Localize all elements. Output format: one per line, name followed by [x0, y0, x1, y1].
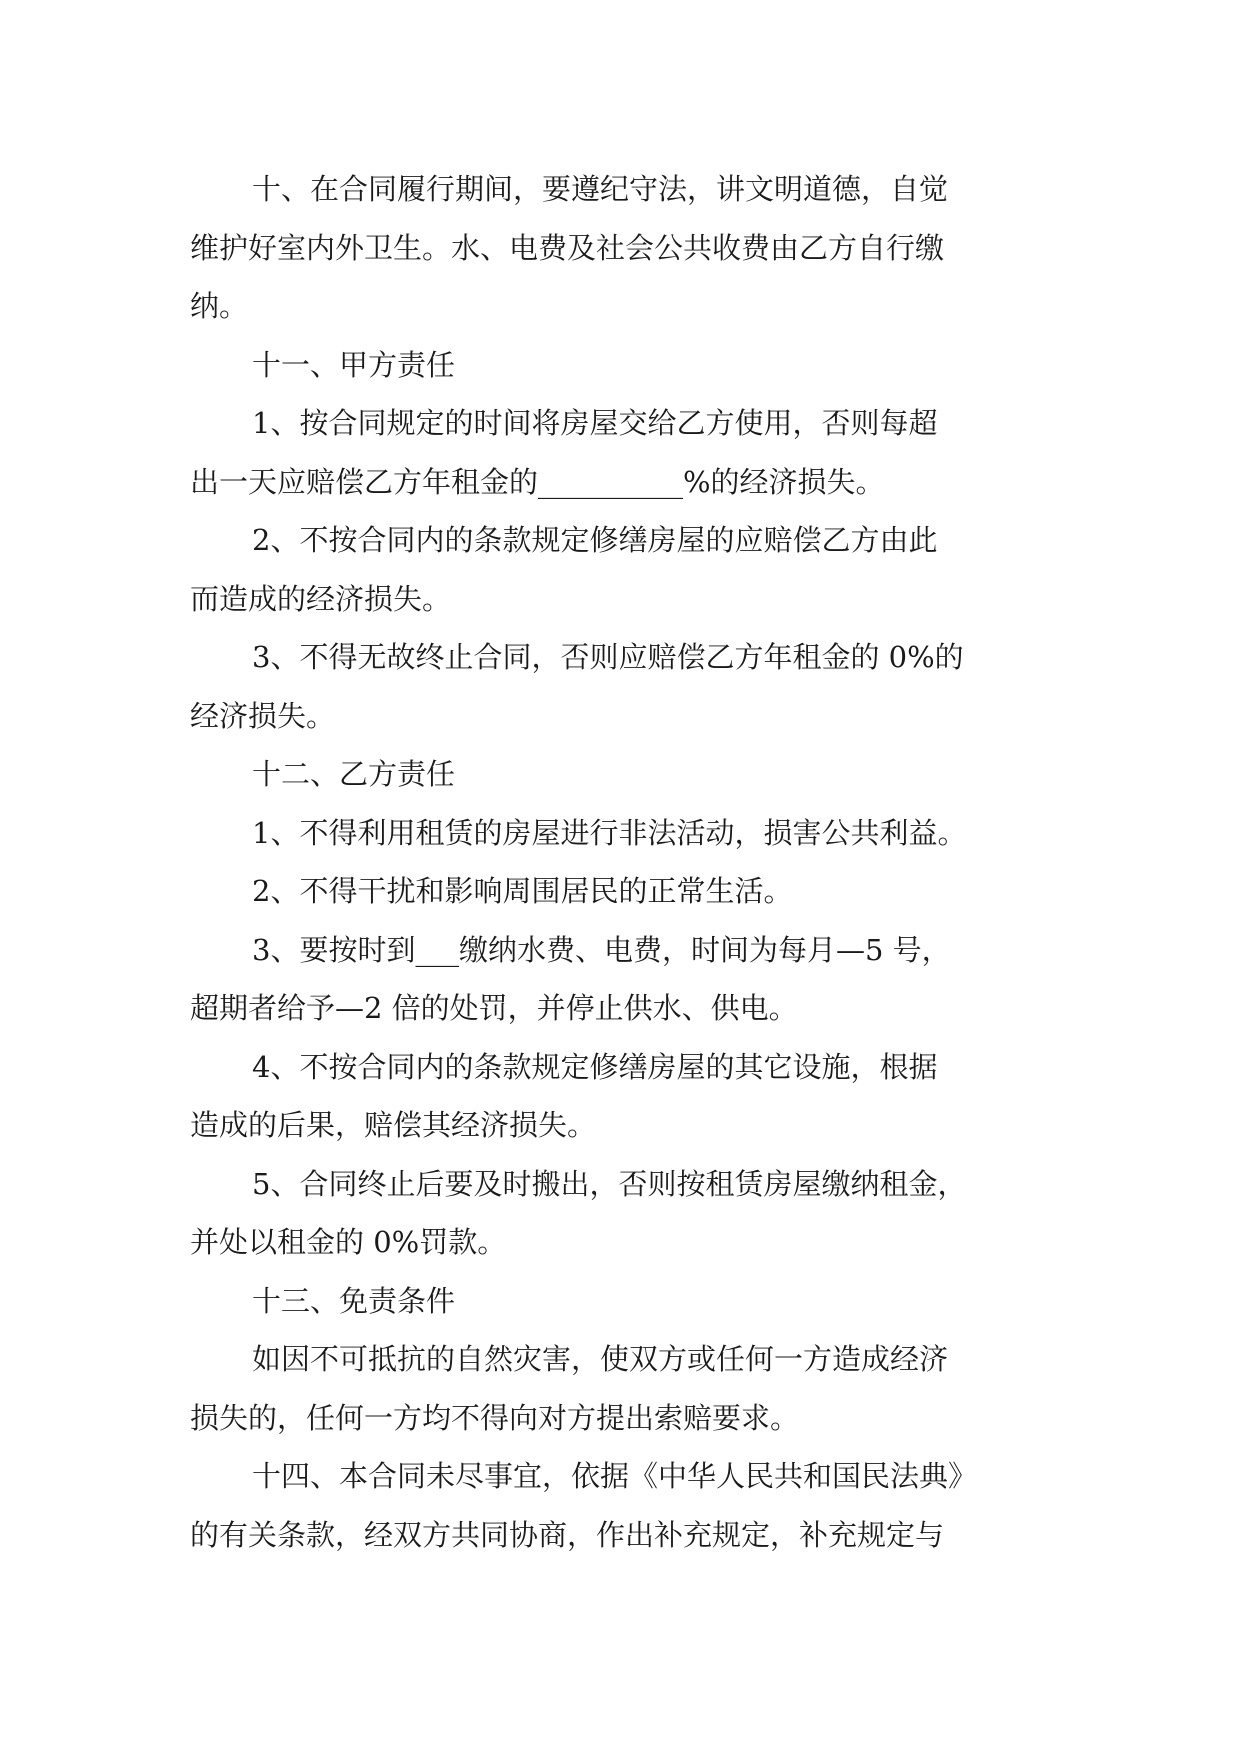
- document-body: [190, 160, 1050, 1564]
- section-heading: 十二、乙方责任: [252, 757, 456, 791]
- paragraph-line: 出一天应赔偿乙方年租金的__________%的经济损失。: [190, 464, 885, 499]
- paragraph-line: 而造成的经济损失。: [190, 581, 452, 616]
- paragraph-line: 经济损失。: [190, 698, 336, 733]
- paragraph-line: 1、不得利用租赁的房屋进行非法活动，损害公共利益。: [252, 815, 967, 850]
- paragraph-line: 如因不可抵抗的自然灾害，使双方或任何一方造成经济: [252, 1342, 949, 1376]
- paragraph-line: 2、不得干扰和影响周围居民的正常生活。: [252, 874, 793, 908]
- paragraph-line: 损失的，任何一方均不得向对方提出索赔要求。: [190, 1400, 800, 1435]
- paragraph-line: 纳。: [190, 289, 249, 323]
- section-heading: 十一、甲方责任: [252, 347, 456, 382]
- paragraph-line: 十、在合同履行期间，要遵纪守法，讲文明道德，自觉: [252, 172, 949, 206]
- paragraph-line: 3、要按时到___缴纳水费、电费，时间为每月—5 号，: [252, 932, 951, 967]
- paragraph-line: 超期者给予—2 倍的处罚，并停止供水、供电。: [190, 991, 798, 1025]
- paragraph-line: 造成的后果，赔偿其经济损失。: [190, 1108, 597, 1142]
- paragraph-line: 1、按合同规定的时间将房屋交给乙方使用，否则每超: [252, 406, 938, 440]
- paragraph-line: 4、不按合同内的条款规定修缮房屋的其它设施，根据: [252, 1049, 938, 1084]
- paragraph-line: 维护好室内外卫生。水、电费及社会公共收费由乙方自行缴: [190, 230, 945, 265]
- paragraph-line: 的有关条款，经双方共同协商，作出补充规定，补充规定与: [190, 1517, 945, 1552]
- paragraph-line: 2、不按合同内的条款规定修缮房屋的应赔偿乙方由此: [252, 523, 938, 557]
- paragraph-line: 并处以租金的 0%罚款。: [190, 1225, 507, 1259]
- paragraph-line: 3、不得无故终止合同，否则应赔偿乙方年租金的 0%的: [252, 640, 964, 674]
- paragraph-line: 十四、本合同未尽事宜，依据《中华人民共和国民法典》: [252, 1459, 978, 1493]
- paragraph-line: 5、合同终止后要及时搬出，否则按租赁房屋缴纳租金，: [252, 1166, 967, 1201]
- section-heading: 十三、免责条件: [252, 1283, 456, 1318]
